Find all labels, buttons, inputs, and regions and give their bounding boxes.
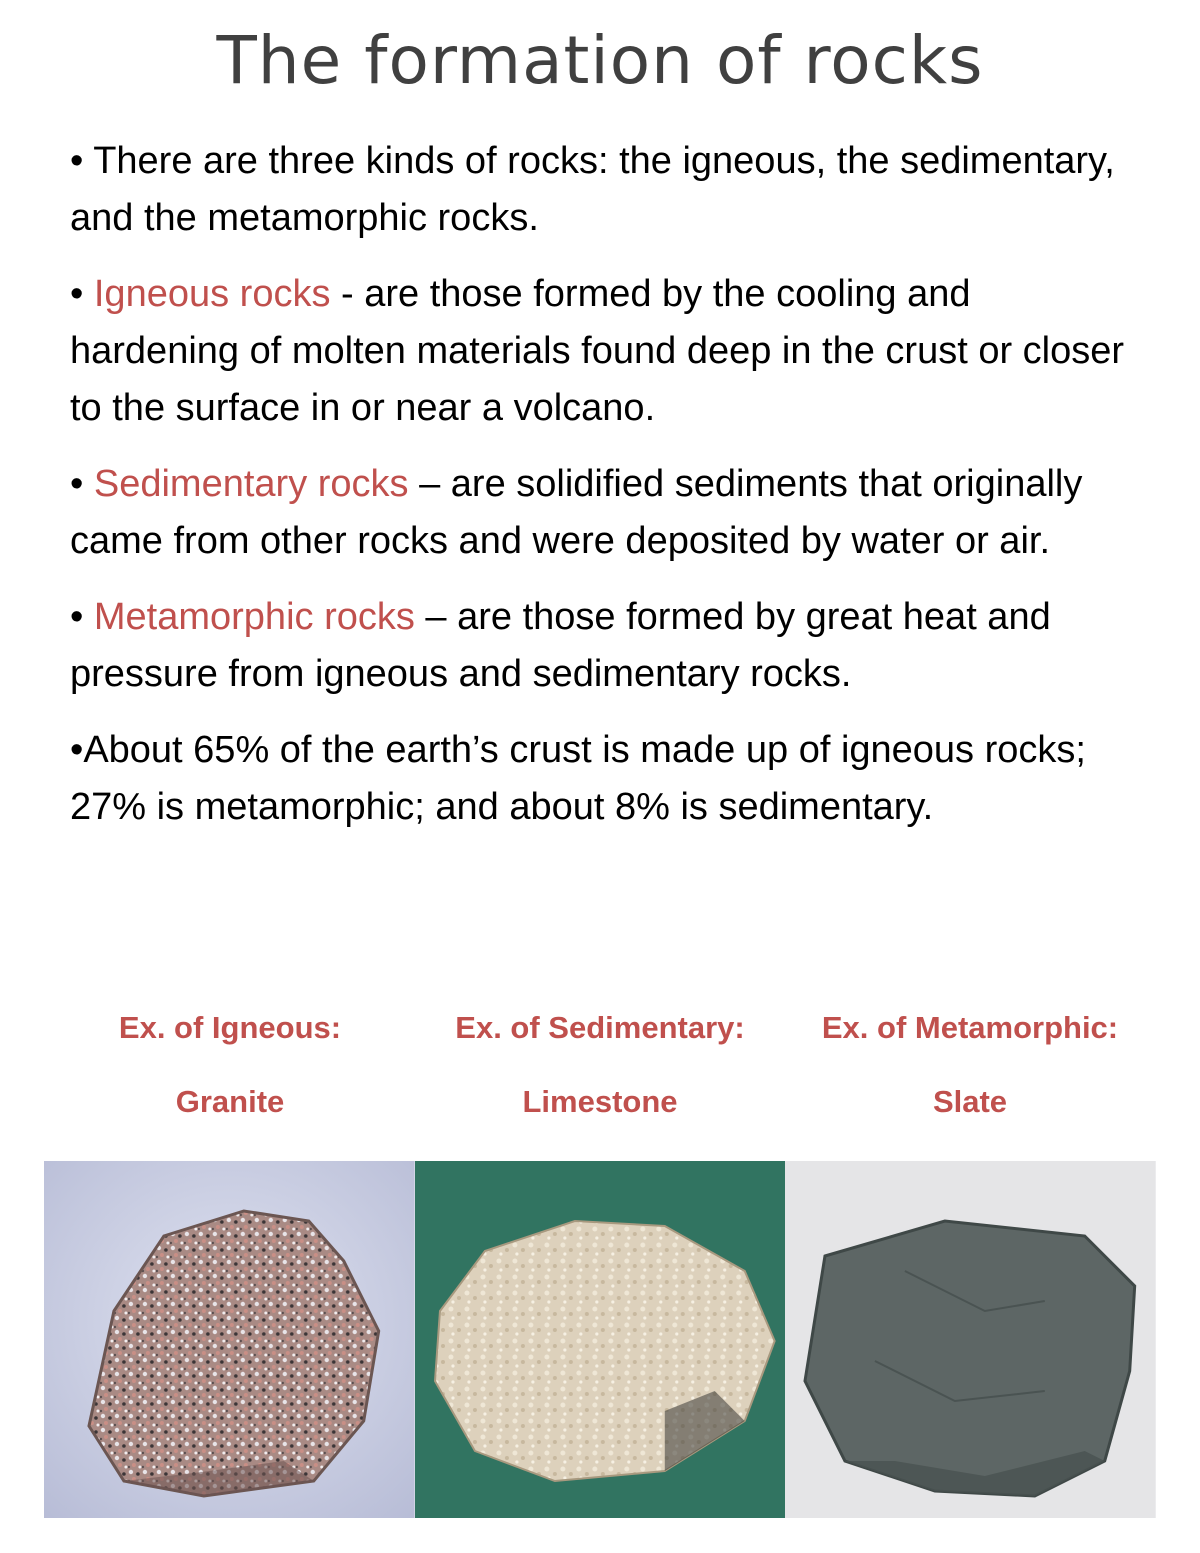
example-label: Ex. of Igneous: (118, 1010, 342, 1045)
bullet-text: – are those formed by great heat and pressure from igneous and sedimentary rocks. (70, 596, 1051, 695)
bullet-text: There are three kinds of rocks: the igneous, the sedimentary, and the metamorphic rocks. (70, 140, 1115, 239)
term-igneous: Igneous rocks (93, 273, 331, 315)
page-title: The formation of rocks (216, 22, 984, 99)
granite-image (44, 1161, 415, 1518)
bullet-text: - are those formed by the cooling and hardening of molten materials found deep in the crust or closer to the surface in or near a volcano. (70, 273, 1125, 429)
example-rock-name: Slate (932, 1084, 1008, 1119)
example-rock-name: Granite (175, 1084, 285, 1119)
example-rock-name: Limestone (522, 1084, 678, 1119)
term-sedimentary: Sedimentary rocks (93, 463, 409, 505)
bullet-item: • Igneous rocks - are those formed by the cooling and hardening of molten materials found deep in the crust or closer to the surface in or near a volcano. (70, 273, 1125, 429)
term-metamorphic: Metamorphic rocks (93, 596, 415, 638)
bullet-item: • There are three kinds of rocks: the igneous, the sedimentary, and the metamorphic rocks. (70, 140, 1115, 239)
example-label: Ex. of Metamorphic: (821, 1010, 1119, 1045)
bullet-item: • Metamorphic rocks – are those formed by great heat and pressure from igneous and sedimentary rocks. (70, 596, 1051, 695)
example-metamorphic (785, 1003, 1155, 1127)
examples-row (45, 1003, 1155, 1127)
slate-photo (785, 1161, 1156, 1518)
slate-image (785, 1161, 1156, 1518)
example-label: Ex. of Sedimentary: (455, 1010, 745, 1045)
limestone-image (415, 1161, 786, 1518)
example-sedimentary (415, 1003, 785, 1127)
granite-photo (44, 1161, 415, 1518)
bullet-text: – are solidified sediments that originally came from other rocks and were deposited by water or air. (70, 463, 1083, 562)
bullet-list (70, 133, 1140, 855)
bullet-text: About 65% of the earth’s crust is made up of igneous rocks; 27% is metamorphic; and about 8% is sedimentary. (70, 729, 1086, 828)
limestone-photo (415, 1161, 786, 1518)
example-igneous (45, 1003, 415, 1127)
bullet-item: • Sedimentary rocks – are solidified sediments that originally came from other rocks and were deposited by water or air. (70, 463, 1083, 562)
bullet-item: •About 65% of the earth’s crust is made up of igneous rocks; 27% is metamorphic; and about 8% is sedimentary. (70, 729, 1086, 828)
rock-photos (44, 1161, 1156, 1518)
